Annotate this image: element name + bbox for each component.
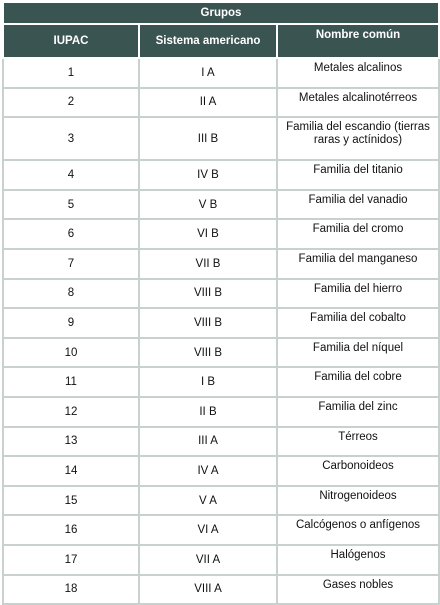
cell-iupac: 1 (3, 58, 139, 88)
cell-iupac: 16 (3, 515, 139, 545)
cell-american-system: VI A (139, 515, 277, 545)
table-row (3, 397, 439, 427)
groups-table (2, 1, 440, 605)
table-row (3, 486, 439, 516)
cell-common-name: Gases nobles (277, 575, 439, 605)
cell-american-system: IV B (139, 160, 277, 190)
cell-iupac: 11 (3, 367, 139, 397)
cell-iupac: 15 (3, 486, 139, 516)
header-american-system: Sistema americano (139, 24, 277, 58)
cell-american-system: VII B (139, 249, 277, 279)
cell-american-system: VII A (139, 545, 277, 575)
cell-iupac: 13 (3, 427, 139, 457)
header-common-name: Nombre común (277, 24, 439, 58)
cell-iupac: 6 (3, 219, 139, 249)
table-row (3, 545, 439, 575)
cell-common-name: Térreos (277, 427, 439, 457)
table-body (3, 58, 439, 604)
table-row (3, 160, 439, 190)
cell-american-system: III A (139, 427, 277, 457)
cell-iupac: 7 (3, 249, 139, 279)
cell-common-name: Familia del hierro (277, 279, 439, 309)
cell-iupac: 14 (3, 456, 139, 486)
cell-common-name: Familia del cromo (277, 219, 439, 249)
cell-iupac: 4 (3, 160, 139, 190)
cell-american-system: I B (139, 367, 277, 397)
table-row (3, 367, 439, 397)
cell-common-name: Nitrogenoideos (277, 486, 439, 516)
cell-american-system: V A (139, 486, 277, 516)
table-row (3, 190, 439, 220)
cell-iupac: 18 (3, 575, 139, 605)
cell-common-name: Metales alcalinos (277, 58, 439, 88)
table-title: Grupos (3, 2, 439, 24)
cell-common-name: Metales alcalinotérreos (277, 88, 439, 118)
table-row (3, 308, 439, 338)
cell-american-system: VIII B (139, 308, 277, 338)
cell-iupac: 2 (3, 88, 139, 118)
cell-american-system: VIII B (139, 279, 277, 309)
cell-iupac: 3 (3, 117, 139, 160)
cell-iupac: 10 (3, 338, 139, 368)
cell-common-name: Familia del cobalto (277, 308, 439, 338)
cell-common-name: Familia del titanio (277, 160, 439, 190)
table-row (3, 427, 439, 457)
table-row (3, 88, 439, 118)
table-row (3, 117, 439, 160)
table-row (3, 58, 439, 88)
cell-common-name: Familia del vanadio (277, 190, 439, 220)
cell-common-name: Familia del zinc (277, 397, 439, 427)
table-row (3, 515, 439, 545)
cell-common-name: Halógenos (277, 545, 439, 575)
cell-iupac: 9 (3, 308, 139, 338)
cell-american-system: IV A (139, 456, 277, 486)
table-row (3, 456, 439, 486)
cell-common-name: Familia del níquel (277, 338, 439, 368)
cell-american-system: I A (139, 58, 277, 88)
cell-american-system: III B (139, 117, 277, 160)
cell-common-name: Carbonoideos (277, 456, 439, 486)
cell-american-system: VI B (139, 219, 277, 249)
table-title-row (3, 2, 439, 24)
cell-american-system: VIII B (139, 338, 277, 368)
table-row (3, 279, 439, 309)
table-row (3, 338, 439, 368)
groups-table-container (2, 1, 438, 605)
table-row (3, 575, 439, 605)
table-header-row (3, 24, 439, 58)
cell-common-name: Calcógenos o anfígenos (277, 515, 439, 545)
cell-american-system: II B (139, 397, 277, 427)
cell-iupac: 5 (3, 190, 139, 220)
table-row (3, 249, 439, 279)
header-iupac: IUPAC (3, 24, 139, 58)
cell-iupac: 12 (3, 397, 139, 427)
cell-american-system: VIII A (139, 575, 277, 605)
cell-common-name: Familia del manganeso (277, 249, 439, 279)
cell-common-name: Familia del cobre (277, 367, 439, 397)
cell-common-name: Familia del escandio (tierras raras y actínidos) (277, 117, 439, 160)
cell-american-system: II A (139, 88, 277, 118)
cell-american-system: V B (139, 190, 277, 220)
cell-iupac: 17 (3, 545, 139, 575)
table-row (3, 219, 439, 249)
cell-iupac: 8 (3, 279, 139, 309)
